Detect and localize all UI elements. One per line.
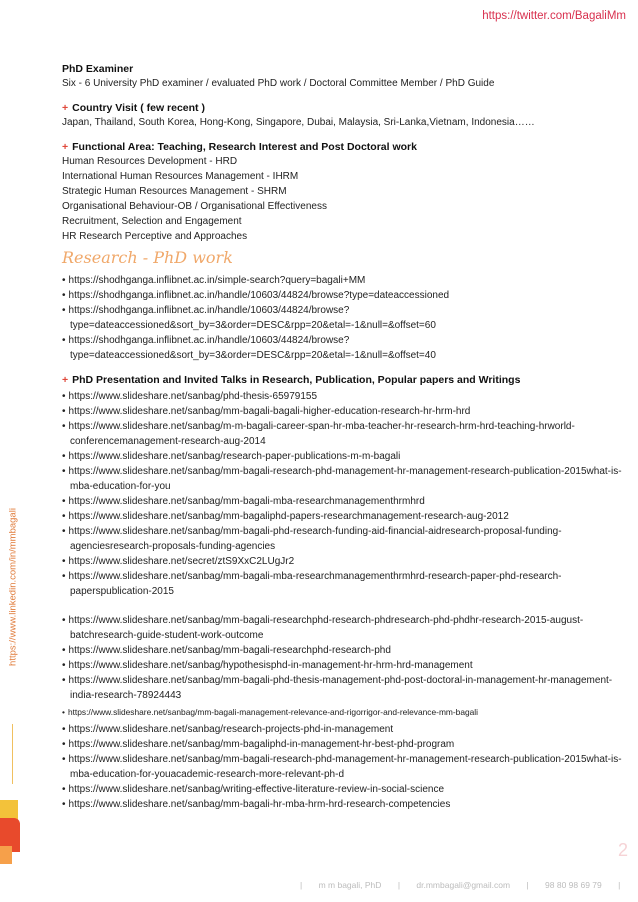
plus-icon: + — [62, 374, 69, 386]
list-item[interactable]: • https://www.slideshare.net/sanbag/mm-bagali-researchphd-research-phdresearch-phd-phdhr-research-2015-august-batchresearch-guide-student-work-outcome — [62, 613, 622, 643]
list-item[interactable]: • https://www.slideshare.net/sanbag/writing-effective-literature-review-in-social-science — [62, 782, 622, 797]
footer-sep: | — [397, 880, 401, 890]
presentation-links-3 — [62, 722, 622, 812]
footer-sep: | — [300, 880, 303, 890]
list-item[interactable]: • https://www.slideshare.net/sanbag/research-paper-publications-m-m-bagali — [62, 449, 622, 464]
footer-email[interactable]: dr.mmbagali@gmail.com — [416, 880, 511, 890]
examiner-text: Six - 6 University PhD examiner / evaluated PhD work / Doctoral Committee Member / PhD Guide — [62, 78, 495, 89]
list-item: Strategic Human Resources Management - SHRM — [62, 186, 287, 197]
list-item: Organisational Behaviour-OB / Organisational Effectiveness — [62, 201, 327, 212]
plus-icon: + — [62, 102, 69, 114]
examiner-heading: PhD Examiner — [62, 63, 134, 75]
list-item[interactable]: • https://www.slideshare.net/sanbag/mm-bagali-phd-thesis-management-phd-post-doctoral-in-management-hr-management-india-research-78924443 — [62, 673, 622, 703]
list-item[interactable]: • https://www.slideshare.net/sanbag/mm-bagali-phd-research-funding-aid-financial-aidresearch-proposal-funding-agenciesresearch-proposals-funding-agencies — [62, 524, 622, 554]
list-item[interactable]: • https://www.slideshare.net/sanbag/mm-bagali-mba-researchmanagementhrmhrd-research-paper-phd-research-paperspublication-2015 — [62, 569, 622, 599]
presentation-links-small — [62, 705, 622, 720]
research-heading: Research - PhD work — [62, 248, 233, 267]
country-heading: + Country Visit ( few recent ) — [62, 102, 205, 114]
footer — [300, 880, 630, 890]
list-item: HR Research Perceptive and Approaches — [62, 231, 248, 242]
list-item[interactable]: • https://shodhganga.inflibnet.ac.in/handle/10603/44824/browse?type=dateaccessioned&sort_by=3&order=DESC&rpp=20&etal=-1&null=&offset=60 — [62, 303, 622, 333]
list-item[interactable]: • https://www.slideshare.net/sanbag/mm-bagali-research-phd-management-hr-management-research-publication-2015what-is-mba-education-for-youacademic-research-more-relevant-ph-d — [62, 752, 622, 782]
list-item[interactable]: • https://www.slideshare.net/sanbag/mm-bagaliphd-papers-researchmanagement-research-aug-2012 — [62, 509, 622, 524]
list-item[interactable]: • https://www.slideshare.net/sanbag/mm-bagali-hr-mba-hrm-hrd-research-competencies — [62, 797, 622, 812]
list-item: Human Resources Development - HRD — [62, 156, 238, 167]
twitter-link[interactable]: https://twitter.com/BagaliMm — [482, 10, 626, 22]
list-item[interactable]: • https://www.slideshare.net/sanbag/research-projects-phd-in-management — [62, 722, 622, 737]
list-item[interactable]: • https://shodhganga.inflibnet.ac.in/handle/10603/44824/browse?type=dateaccessioned&sort_by=3&order=DESC&rpp=20&etal=-1&null=&offset=40 — [62, 333, 622, 363]
page-number: 2 — [617, 840, 628, 860]
list-item[interactable]: • https://www.slideshare.net/sanbag/phd-thesis-65979155 — [62, 389, 622, 404]
presentation-links-1 — [62, 389, 622, 599]
linkedin-text: https://www.linkedin.com/in/mmbagali — [7, 508, 19, 666]
list-item[interactable]: • https://www.slideshare.net/sanbag/mm-bagali-mba-researchmanagementhrmhrd — [62, 494, 622, 509]
list-item[interactable]: • https://www.slideshare.net/sanbag/mm-bagali-researchphd-research-phd — [62, 643, 622, 658]
page-content — [62, 62, 622, 812]
linkedin-link[interactable] — [4, 472, 22, 702]
list-item[interactable]: • https://www.slideshare.net/secret/ztS9XxC2LUgJr2 — [62, 554, 622, 569]
list-item[interactable]: • https://www.slideshare.net/sanbag/mm-bagali-management-relevance-and-rigorrigor-and-relevance-mm-bagali — [62, 705, 622, 720]
list-item[interactable]: • https://shodhganga.inflibnet.ac.in/simple-search?query=bagali+MM — [62, 273, 622, 288]
list-item[interactable]: • https://www.slideshare.net/sanbag/m-m-bagali-career-span-hr-mba-teacher-hr-research-hrm-hrd-teaching-hrworld-conferencemanagement-research-aug-2014 — [62, 419, 622, 449]
footer-sep: | — [526, 880, 529, 890]
plus-icon: + — [62, 141, 69, 153]
list-item: International Human Resources Management - IHRM — [62, 171, 299, 182]
list-item[interactable]: • https://www.slideshare.net/sanbag/mm-bagaliphd-in-management-hr-best-phd-program — [62, 737, 622, 752]
list-item: Recruitment, Selection and Engagement — [62, 216, 242, 227]
side-divider — [12, 724, 13, 784]
research-links — [62, 273, 622, 363]
presentations-heading: + PhD Presentation and Invited Talks in Research, Publication, Popular papers and Writings — [62, 374, 521, 386]
functional-heading: + Functional Area: Teaching, Research Interest and Post Doctoral work — [62, 141, 417, 153]
functional-list — [62, 154, 622, 244]
footer-phone: 98 80 98 69 79 — [545, 880, 602, 890]
country-text: Japan, Thailand, South Korea, Hong-Kong, Singapore, Dubai, Malaysia, Sri-Lanka,Vietnam, Indonesia…… — [62, 117, 535, 128]
decor-shape-orange — [0, 846, 12, 864]
list-item[interactable]: • https://www.slideshare.net/sanbag/hypothesisphd-in-management-hr-hrm-hrd-management — [62, 658, 622, 673]
list-item[interactable]: • https://shodhganga.inflibnet.ac.in/handle/10603/44824/browse?type=dateaccessioned — [62, 288, 622, 303]
list-item[interactable]: • https://www.slideshare.net/sanbag/mm-bagali-bagali-higher-education-research-hr-hrm-hrd — [62, 404, 622, 419]
presentation-links-2 — [62, 613, 622, 703]
list-item[interactable]: • https://www.slideshare.net/sanbag/mm-bagali-research-phd-management-hr-management-research-publication-2015what-is-mba-education-for-you — [62, 464, 622, 494]
footer-sep: | — [618, 880, 621, 890]
footer-name: m m bagali, PhD — [318, 880, 382, 890]
